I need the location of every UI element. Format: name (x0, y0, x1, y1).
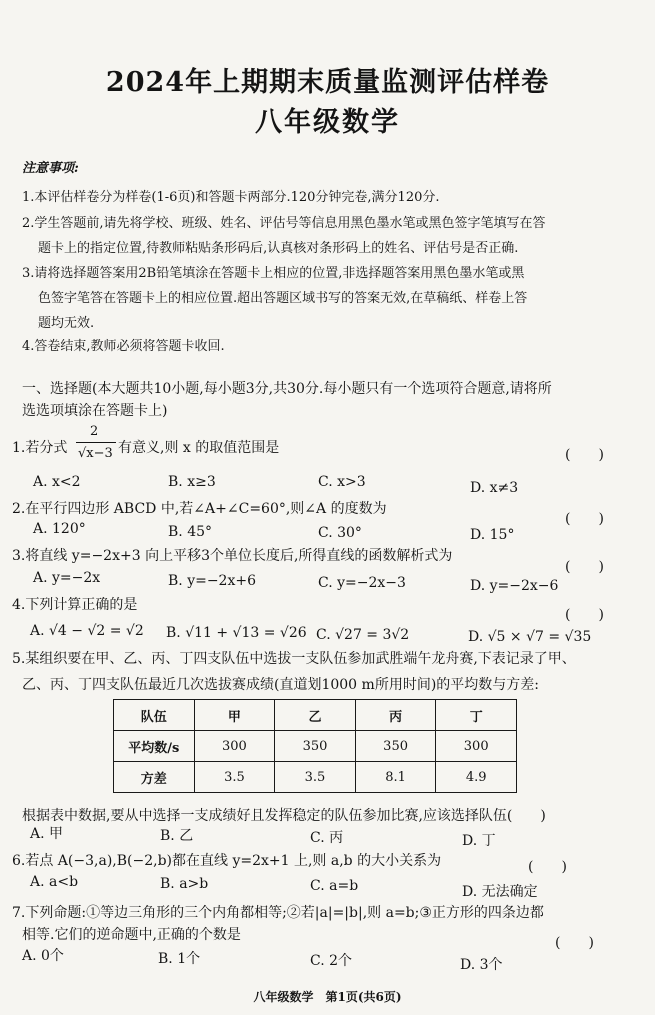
q2-option-a: A. 120° (33, 521, 86, 537)
q6-option-b: B. a>b (160, 876, 209, 892)
q1-fraction-numerator: 2 (90, 424, 99, 439)
q1-option-c: C. x>3 (318, 474, 366, 490)
table-header-cell: 甲 (194, 700, 275, 731)
q5-option-a: A. 甲 (30, 826, 64, 842)
q7-option-d: D. 3个 (460, 957, 503, 973)
question-3-stem: 3.将直线 y=−2x+3 向上平移3个单位长度后,所得直线的函数解析式为 (12, 548, 453, 564)
question-5-stem-tail: 根据表中数据,要从中选择一支成绩好且发挥稳定的队伍参加比赛,应该选择队伍( ) (22, 808, 546, 824)
question-5-stem: 5.某组织要在甲、乙、丙、丁四支队伍中选拔一支队伍参加武胜端午龙舟赛,下表记录了甲、 (12, 651, 576, 667)
table-cell: 300 (436, 731, 517, 762)
table-cell: 4.9 (436, 762, 517, 793)
q2-option-c: C. 30° (318, 525, 362, 541)
page-footer: 八年级数学 第1页(共6页) (253, 990, 402, 1004)
note-line: 色签字笔答在答题卡上的相应位置.超出答题区域书写的答案无效,在草稿纸、样卷上答 (38, 291, 528, 306)
table-header-cell: 丁 (436, 700, 517, 731)
q1-fraction-bar (76, 442, 116, 443)
q7-option-c: C. 2个 (310, 953, 353, 969)
answer-paren: ( ) (565, 447, 604, 463)
q3-option-c: C. y=−2x−3 (318, 575, 406, 591)
q4-option-c: C. √27 = 3√2 (316, 627, 410, 643)
table-row (114, 731, 517, 762)
question-2-stem: 2.在平行四边形 ABCD 中,若∠A+∠C=60°,则∠A 的度数为 (12, 501, 387, 517)
q1-fraction-denominator: √x−3 (78, 446, 113, 461)
notes-heading: 注意事项: (22, 161, 79, 176)
q7-option-b: B. 1个 (158, 951, 201, 967)
exam-title: 2024年上期期末质量监测评估样卷 (105, 67, 550, 98)
table-cell: 3.5 (275, 762, 356, 793)
question-7-stem-cont: 相等.它们的逆命题中,正确的个数是 (22, 927, 241, 943)
exam-subtitle: 八年级数学 (255, 107, 400, 138)
table-cell: 350 (355, 731, 436, 762)
q2-option-d: D. 15° (470, 527, 515, 543)
table-cell: 350 (275, 731, 356, 762)
table-cell: 300 (194, 731, 275, 762)
question-7-stem: 7.下列命题:①等边三角形的三个内角都相等;②若|a|=|b|,则 a=b;③正方形的四条边都 (12, 905, 544, 921)
table-header-cell: 队伍 (114, 700, 195, 731)
q6-option-d: D. 无法确定 (462, 884, 538, 900)
question-4-stem: 4.下列计算正确的是 (12, 597, 138, 613)
table-row (114, 762, 517, 793)
q7-option-a: A. 0个 (22, 948, 64, 964)
q3-option-a: A. y=−2x (33, 570, 101, 586)
answer-paren: ( ) (528, 859, 567, 875)
q6-option-c: C. a=b (310, 878, 359, 894)
table-row-label: 平均数/s (114, 731, 195, 762)
answer-paren: ( ) (565, 511, 604, 527)
q3-option-d: D. y=−2x−6 (470, 578, 559, 594)
table-row-label: 方差 (114, 762, 195, 793)
q4-option-a: A. √4 − √2 = √2 (30, 623, 144, 639)
table-cell: 8.1 (355, 762, 436, 793)
note-line: 4.答卷结束,教师必须将答题卡收回. (22, 339, 225, 354)
question-1-stem: 1.若分式 (12, 440, 68, 456)
q4-option-b: B. √11 + √13 = √26 (166, 625, 307, 641)
section-heading: 一、选择题(本大题共10小题,每小题3分,共30分.每小题只有一个选项符合题意,请将所 (22, 381, 552, 397)
q4-option-d: D. √5 × √7 = √35 (468, 629, 592, 645)
table-cell: 3.5 (194, 762, 275, 793)
q1-option-d: D. x≠3 (470, 480, 519, 496)
q5-option-c: C. 丙 (310, 830, 344, 846)
note-line: 2.学生答题前,请先将学校、班级、姓名、评估号等信息用黑色墨水笔或黑色签字笔填写在答 (22, 216, 546, 231)
q1-option-a: A. x<2 (33, 474, 81, 490)
section-heading-cont: 选选项填涂在答题卡上) (22, 403, 168, 419)
question-6-stem: 6.若点 A(−3,a),B(−2,b)都在直线 y=2x+1 上,则 a,b 的大小关系为 (12, 853, 442, 869)
q2-option-b: B. 45° (168, 524, 213, 540)
note-line: 题卡上的指定位置,待教师粘贴条形码后,认真核对条形码上的姓名、评估号是否正确. (38, 241, 519, 256)
table-header-cell: 乙 (275, 700, 356, 731)
table-header-cell: 丙 (355, 700, 436, 731)
answer-paren: ( ) (565, 559, 604, 575)
team-stats-table (113, 699, 517, 793)
question-5-stem-cont: 乙、丙、丁四支队伍最近几次选拔赛成绩(直道划1000 m所用时间)的平均数与方差: (22, 677, 539, 693)
q5-option-d: D. 丁 (462, 833, 496, 849)
table-header-row (114, 700, 517, 731)
q6-option-a: A. a<b (30, 874, 79, 890)
note-line: 题均无效. (38, 316, 95, 331)
answer-paren: ( ) (565, 607, 604, 623)
q5-option-b: B. 乙 (160, 828, 194, 844)
answer-paren: ( ) (555, 935, 594, 951)
q3-option-b: B. y=−2x+6 (168, 573, 256, 589)
q1-option-b: B. x≥3 (168, 474, 216, 490)
note-line: 3.请将选择题答案用2B铅笔填涂在答题卡上相应的位置,非选择题答案用黑色墨水笔或黑 (22, 266, 525, 281)
question-1-stem-cont: 有意义,则 x 的取值范围是 (118, 440, 280, 456)
note-line: 1.本评估样卷分为样卷(1-6页)和答题卡两部分.120分钟完卷,满分120分. (22, 190, 440, 205)
